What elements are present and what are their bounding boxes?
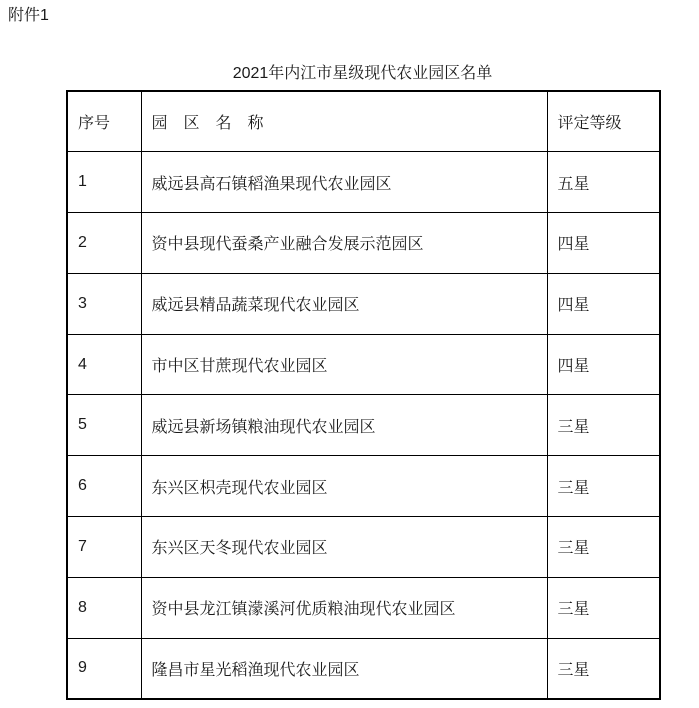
rating-cell: 三星 xyxy=(547,456,660,517)
serial-cell: 2 xyxy=(67,213,141,274)
park-name-cell: 资中县现代蚕桑产业融合发展示范园区 xyxy=(141,213,547,274)
rating-cell: 三星 xyxy=(547,577,660,638)
serial-cell: 5 xyxy=(67,395,141,456)
parks-table xyxy=(66,90,661,700)
rating-cell: 四星 xyxy=(547,334,660,395)
rating-cell: 四星 xyxy=(547,273,660,334)
rating-cell: 五星 xyxy=(547,152,660,213)
header-row xyxy=(67,91,660,152)
table-row xyxy=(67,273,660,334)
park-name-cell: 市中区甘蔗现代农业园区 xyxy=(141,334,547,395)
rating-cell: 三星 xyxy=(547,517,660,578)
serial-cell: 3 xyxy=(67,273,141,334)
park-name-cell: 资中县龙江镇濛溪河优质粮油现代农业园区 xyxy=(141,577,547,638)
rating-cell: 三星 xyxy=(547,395,660,456)
serial-cell: 9 xyxy=(67,638,141,699)
table-row xyxy=(67,638,660,699)
table-row xyxy=(67,213,660,274)
serial-cell: 7 xyxy=(67,517,141,578)
table-row xyxy=(67,456,660,517)
park-name-cell: 威远县精品蔬菜现代农业园区 xyxy=(141,273,547,334)
table-row xyxy=(67,577,660,638)
column-header-rating: 评定等级 xyxy=(547,91,660,152)
column-header-serial: 序号 xyxy=(67,91,141,152)
rating-cell: 四星 xyxy=(547,213,660,274)
rating-cell: 三星 xyxy=(547,638,660,699)
table-row xyxy=(67,395,660,456)
column-header-park-name: 园 区 名 称 xyxy=(141,91,547,152)
serial-cell: 8 xyxy=(67,577,141,638)
park-name-cell: 东兴区天冬现代农业园区 xyxy=(141,517,547,578)
table-row xyxy=(67,152,660,213)
serial-cell: 6 xyxy=(67,456,141,517)
park-name-cell: 威远县高石镇稻渔果现代农业园区 xyxy=(141,152,547,213)
page-title: 2021年内江市星级现代农业园区名单 xyxy=(232,65,493,82)
table-row xyxy=(67,334,660,395)
table-row xyxy=(67,517,660,578)
attachment-label: 附件1 xyxy=(8,7,49,24)
park-name-cell: 威远县新场镇粮油现代农业园区 xyxy=(141,395,547,456)
park-name-cell: 隆昌市星光稻渔现代农业园区 xyxy=(141,638,547,699)
serial-cell: 1 xyxy=(67,152,141,213)
serial-cell: 4 xyxy=(67,334,141,395)
park-name-cell: 东兴区枳壳现代农业园区 xyxy=(141,456,547,517)
